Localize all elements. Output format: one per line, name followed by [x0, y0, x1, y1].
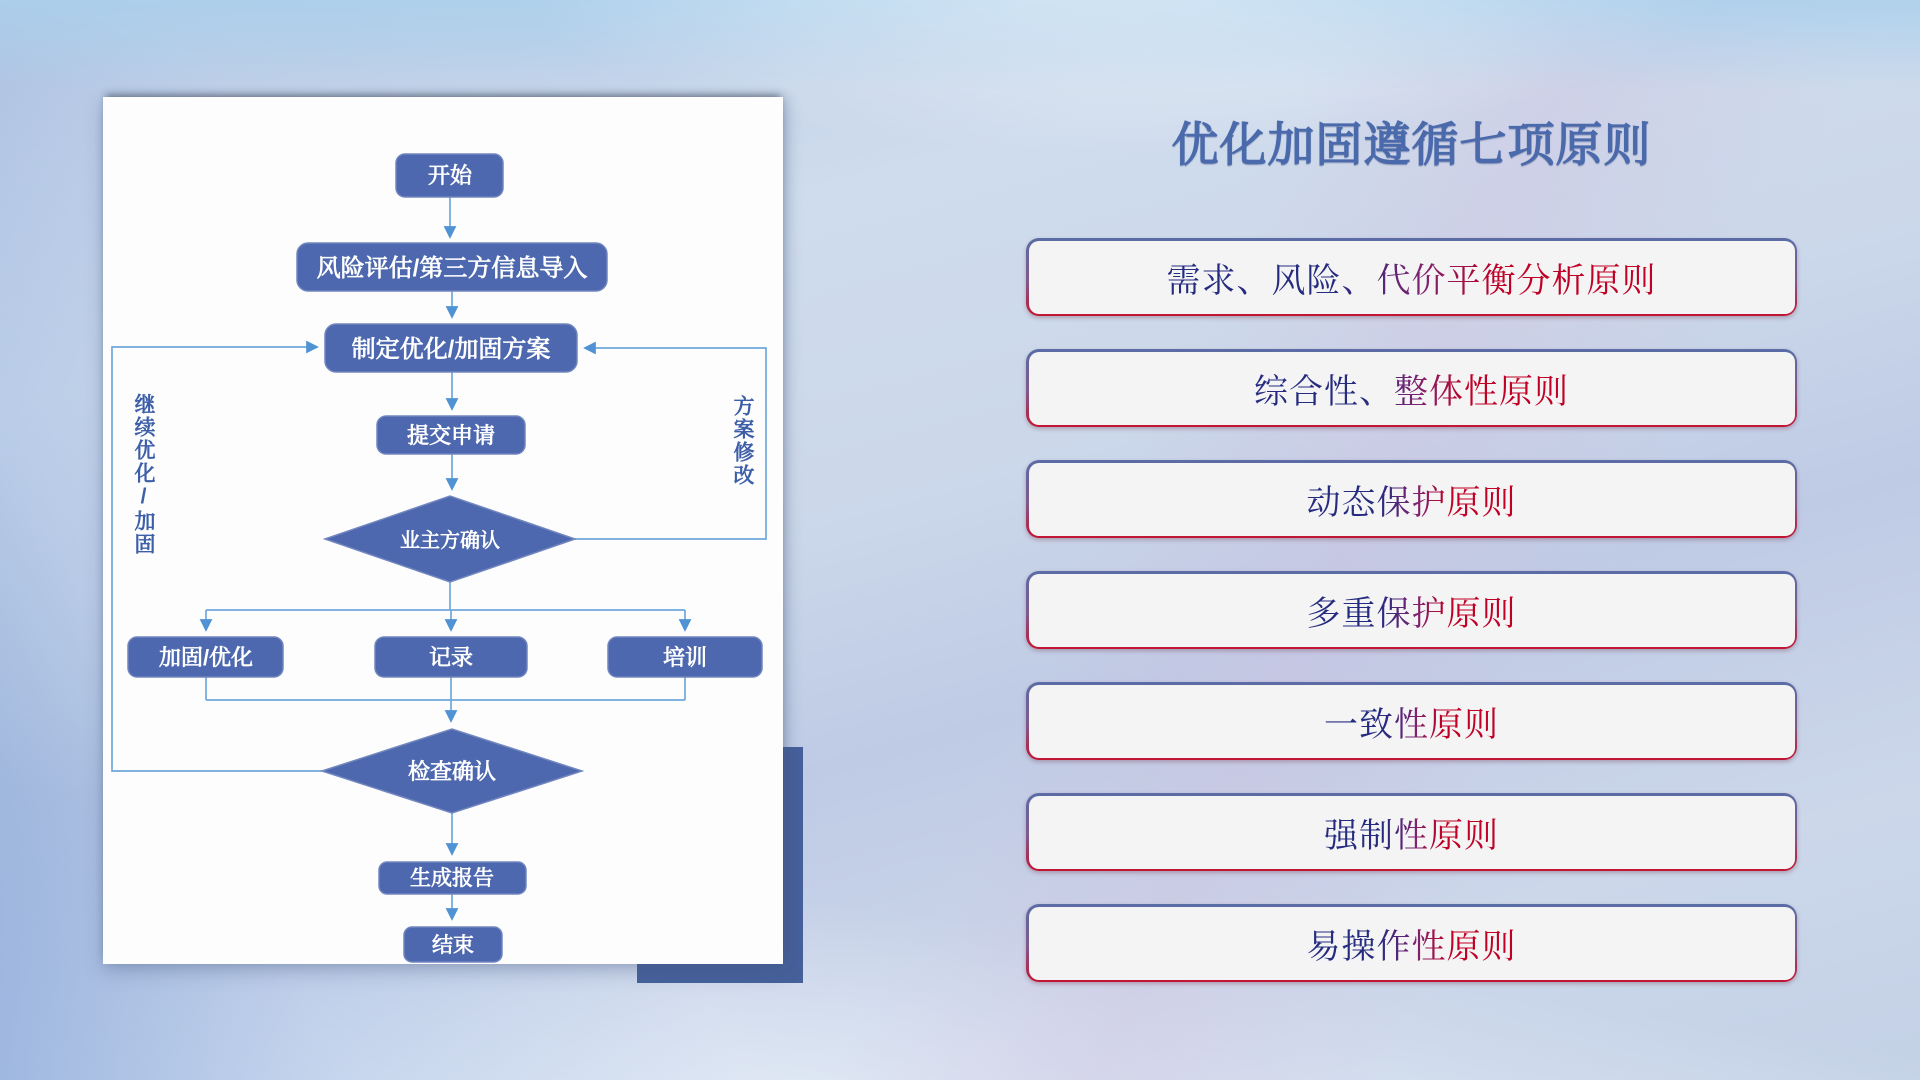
principle-box-1 — [1026, 238, 1797, 316]
flow-node-make-plan — [325, 324, 577, 372]
flowchart — [103, 97, 783, 964]
flow-node-record-label: 记录 — [428, 645, 474, 670]
principle-label-6: 强制性原则 — [1324, 808, 1499, 857]
principle-box-7 — [1026, 904, 1797, 982]
flow-node-training — [608, 637, 762, 677]
flow-node-generate-report — [379, 862, 526, 894]
flow-node-make-plan-label: 制定优化/加固方案 — [351, 336, 551, 363]
flow-node-reinforce-optimize — [128, 637, 283, 677]
flow-node-training-label: 培训 — [662, 645, 708, 670]
flow-node-submit-label: 提交申请 — [406, 423, 496, 448]
flow-node-end — [404, 927, 502, 962]
flow-node-owner-confirm — [325, 496, 575, 582]
flow-node-owner-confirm-label: 业主方确认 — [400, 530, 500, 552]
principle-box-3 — [1026, 460, 1797, 538]
page-title: 优化加固遵循七项原则 — [1171, 118, 1652, 171]
flow-node-start — [396, 154, 503, 197]
principle-label-2: 综合性、整体性原则 — [1254, 364, 1569, 413]
loop-label-plan-revise: 方案修改 — [731, 395, 754, 487]
flow-node-end-label: 结束 — [432, 934, 474, 957]
flowchart-card — [103, 97, 783, 964]
principle-box-4 — [1026, 571, 1797, 649]
loop-label-continue-optimize: 继续优化/加固 — [132, 393, 155, 556]
principle-box-2 — [1026, 349, 1797, 427]
principle-box-6 — [1026, 793, 1797, 871]
principle-label-4: 多重保护原则 — [1307, 586, 1517, 635]
flow-node-check-confirm-label: 检查确认 — [407, 759, 497, 784]
principle-label-1: 需求、风险、代价平衡分析原则 — [1167, 253, 1657, 302]
flow-node-start-label: 开始 — [427, 163, 473, 188]
flow-node-record — [375, 637, 527, 677]
flow-node-reinforce-optimize-label: 加固/优化 — [158, 645, 254, 670]
flow-node-submit — [377, 416, 525, 454]
flow-node-check-confirm — [322, 729, 582, 813]
principle-label-3: 动态保护原则 — [1307, 475, 1517, 524]
flow-node-risk-import — [297, 243, 607, 291]
principle-label-5: 一致性原则 — [1324, 697, 1499, 746]
principle-label-7: 易操作性原则 — [1307, 919, 1517, 968]
principle-box-5 — [1026, 682, 1797, 760]
flow-node-risk-import-label: 风险评估/第三方信息导入 — [316, 255, 588, 282]
flow-node-generate-report-label: 生成报告 — [410, 867, 494, 890]
